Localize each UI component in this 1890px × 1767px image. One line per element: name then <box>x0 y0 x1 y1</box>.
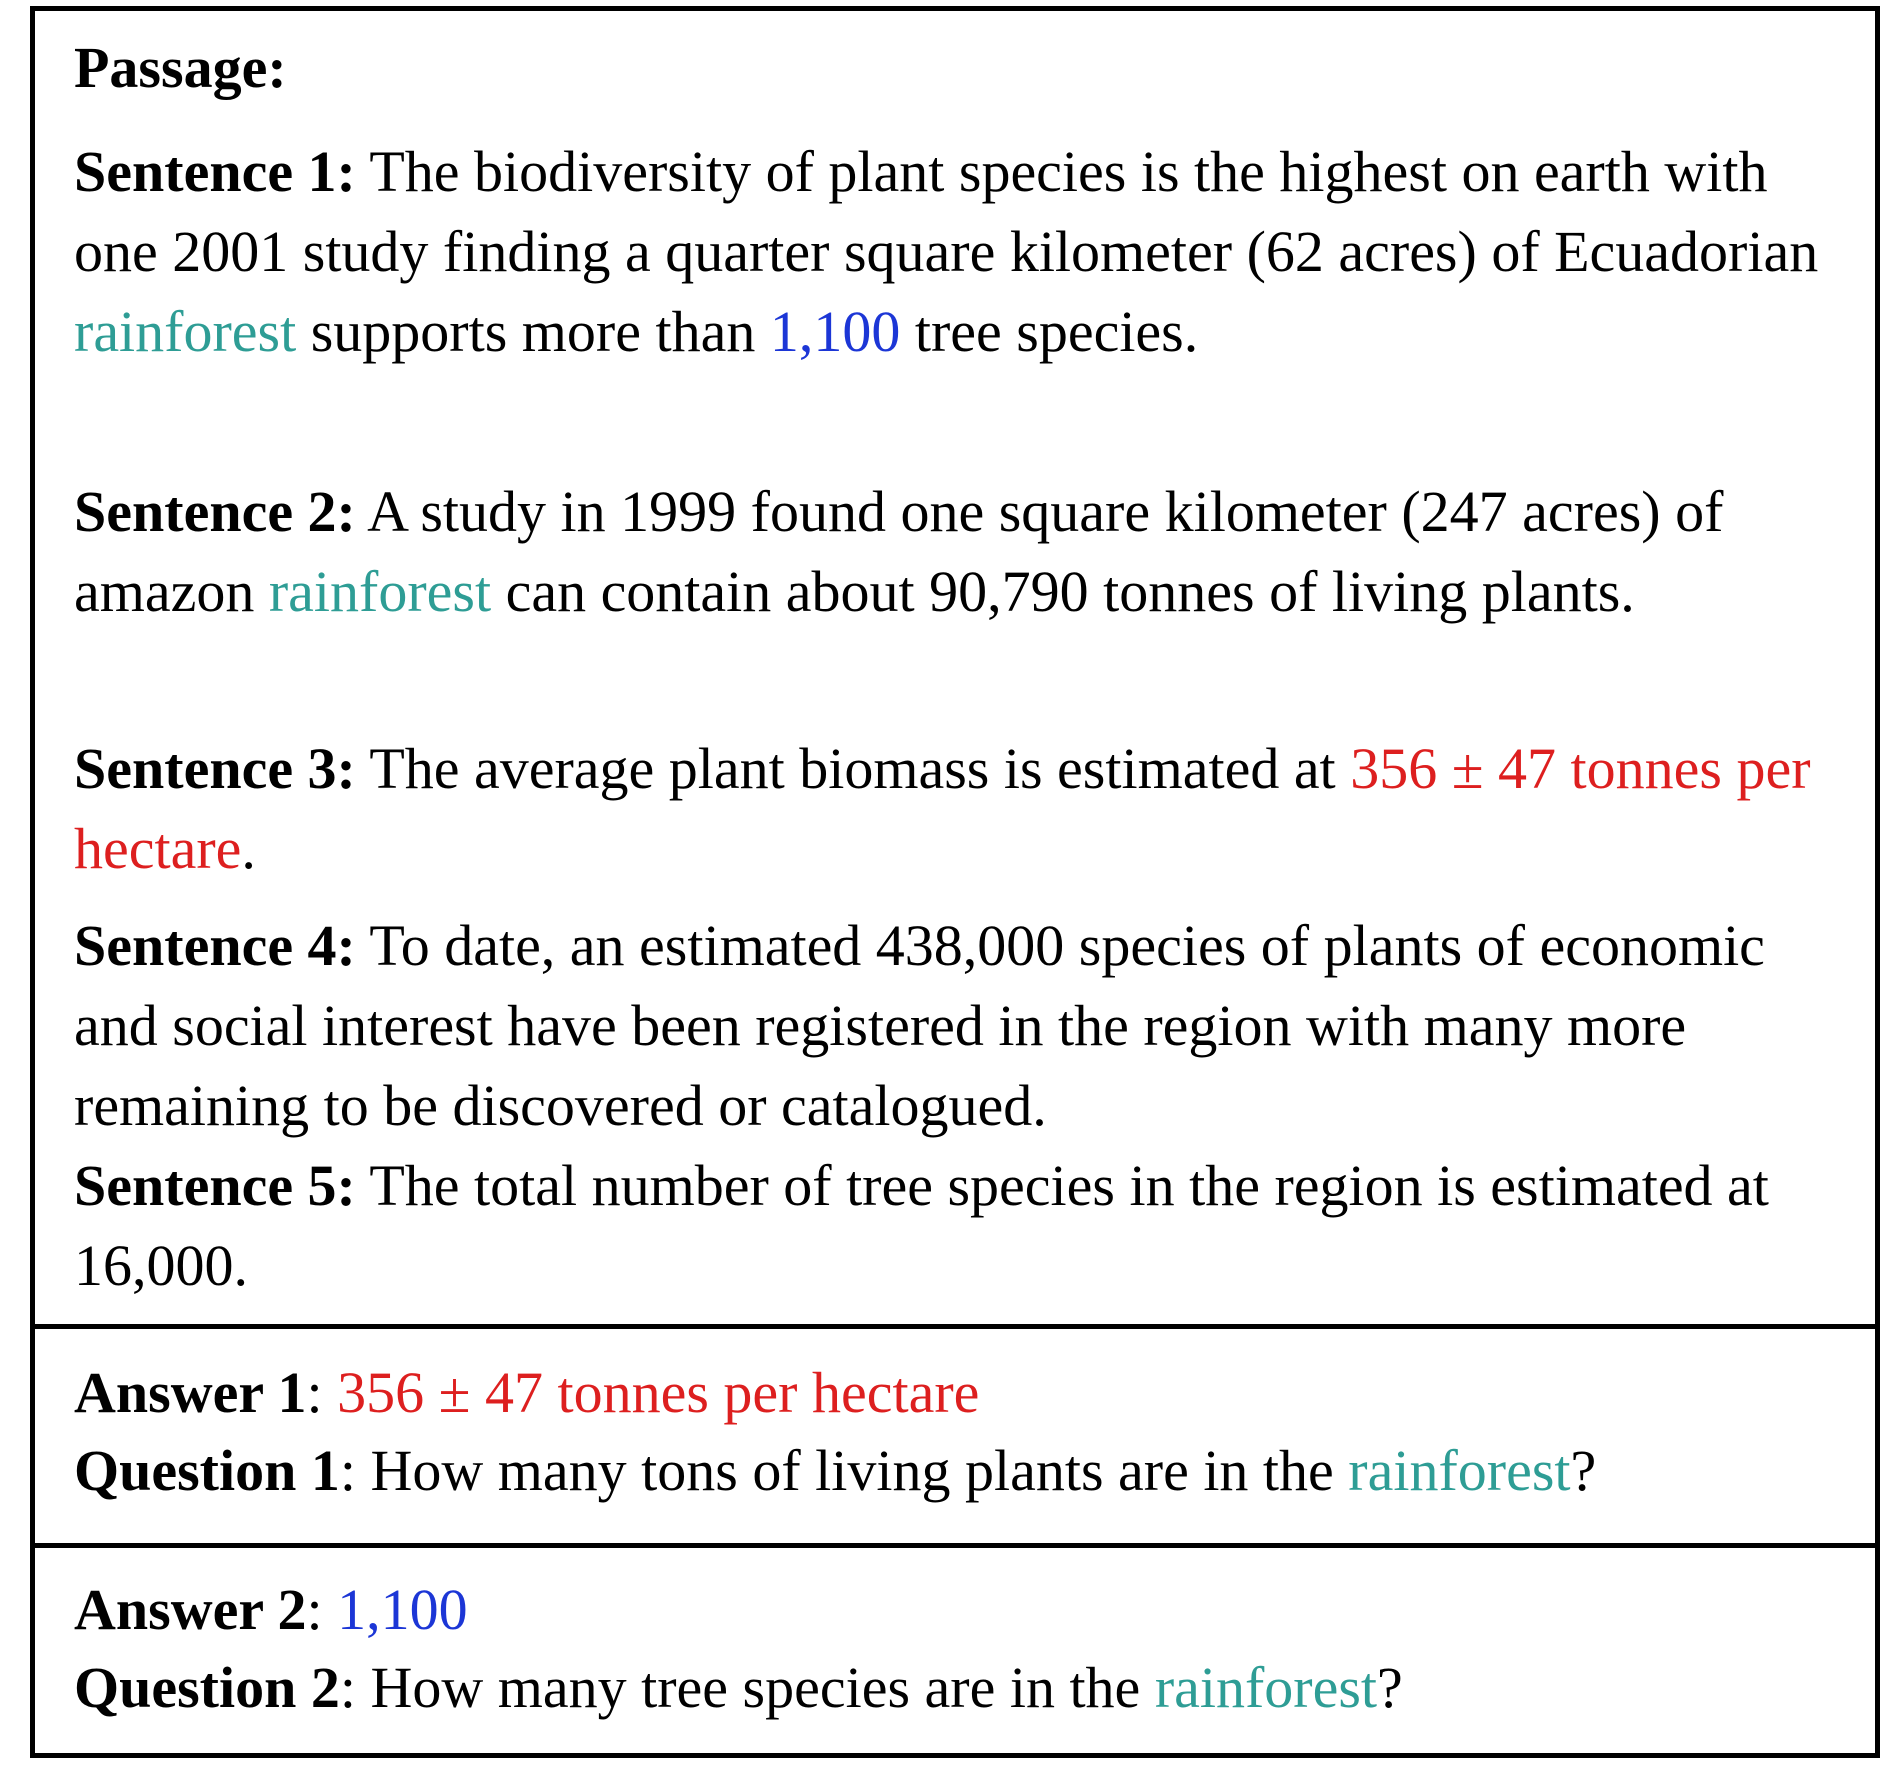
question-1-line: Question 1: How many tons of living plants are in the rainforest? <box>74 1438 1597 1503</box>
answer-2-line: Answer 2: 1,100 <box>74 1577 468 1642</box>
sentence-2-text-a: A study in 1999 found one square kilometer (247 acres) of amazon <box>74 479 1724 624</box>
sentence-4-text: To date, an estimated 438,000 species of plants of economic and social interest have been registered in the region with many more remaining to be discovered or catalogued. <box>74 913 1765 1138</box>
sentence-3-text-b: . <box>241 816 256 881</box>
question-1-end: ? <box>1570 1438 1597 1503</box>
sentence-2-label: Sentence 2: <box>74 479 356 544</box>
passage-heading: Passage: <box>74 35 287 100</box>
sentence-4-label: Sentence 4: <box>74 913 356 978</box>
qa-section-2 <box>35 1543 1875 1758</box>
question-1-highlight: rainforest <box>1348 1438 1571 1503</box>
answer-2-value: 1,100 <box>337 1577 468 1642</box>
answer-1-label: Answer 1 <box>74 1360 307 1425</box>
answer-1-line: Answer 1: 356 ± 47 tonnes per hectare <box>74 1360 980 1425</box>
sentence-1-highlight-number: 1,100 <box>769 299 901 364</box>
question-2-label: Question 2 <box>74 1655 340 1720</box>
sentence-1 <box>74 132 1855 372</box>
sentence-5-text: The total number of tree species in the region is estimated at 16,000. <box>74 1153 1769 1298</box>
sentence-2-text-b: can contain about 90,790 tonnes of living plants. <box>491 559 1635 624</box>
question-2-text: How many tree species are in the <box>370 1655 1155 1720</box>
sentence-1-text-c: tree species. <box>900 299 1199 364</box>
question-2-line: Question 2: How many tree species are in the rainforest? <box>74 1655 1403 1720</box>
sentence-3-highlight-biomass: 356 ± 47 tonnes per hectare <box>74 736 1811 881</box>
sentence-1-text-a: The biodiversity of plant species is the highest on earth with one 2001 study finding a quarter square kilometer (62 acres) of Ecuadorian <box>74 139 1819 284</box>
sentence-3-text-a: The average plant biomass is estimated at <box>355 736 1351 801</box>
question-2-highlight: rainforest <box>1154 1655 1378 1720</box>
sentence-4 <box>74 906 1855 1146</box>
sentence-2 <box>74 472 1855 632</box>
sentence-1-label: Sentence 1: <box>74 139 356 204</box>
figure-frame <box>30 6 1880 1758</box>
sentence-5-label: Sentence 5: <box>74 1153 356 1218</box>
sentence-5 <box>74 1146 1855 1306</box>
sentence-1-highlight-rainforest: rainforest <box>74 299 297 364</box>
answer-2-label: Answer 2 <box>74 1577 307 1642</box>
question-1-text: How many tons of living plants are in the <box>370 1438 1349 1503</box>
passage-section <box>35 11 1875 1324</box>
question-2-end: ? <box>1377 1655 1403 1720</box>
sentence-3-label: Sentence 3: <box>74 736 356 801</box>
sentence-3 <box>74 729 1855 889</box>
answer-1-value: 356 ± 47 tonnes per hectare <box>337 1360 980 1425</box>
sentence-2-highlight-rainforest: rainforest <box>268 559 492 624</box>
question-1-label: Question 1 <box>74 1438 340 1503</box>
qa-section-1 <box>35 1324 1875 1543</box>
sentence-1-text-b: supports more than <box>296 299 770 364</box>
